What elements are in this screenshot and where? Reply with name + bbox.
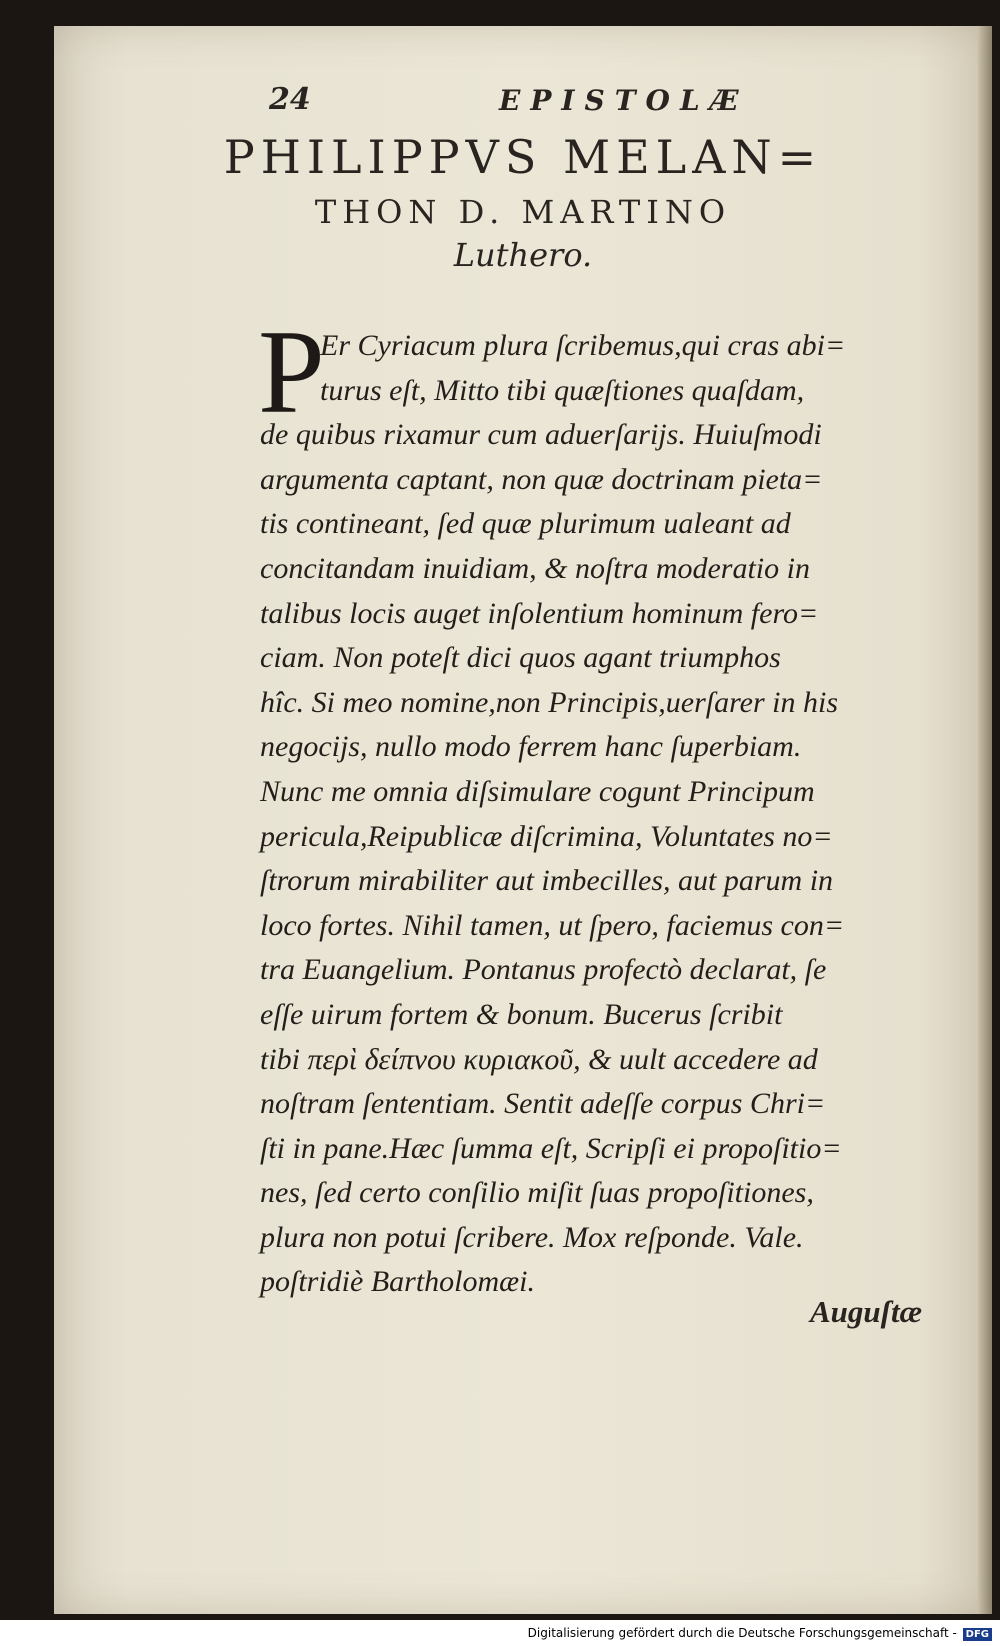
- body-line: hîc. Si meo nomine,non Principis,uerſarer in his: [260, 685, 838, 719]
- page-number: 24: [269, 82, 311, 117]
- body-line: de quibus rixamur cum aduerſarijs. Huiuſmodi: [260, 418, 822, 452]
- letter-title-line-1: PHILIPPVS MELAN=: [223, 130, 823, 184]
- body-line: concitandam inuidiam, & noſtra moderatio in: [260, 551, 810, 585]
- drop-cap: P: [258, 305, 325, 438]
- body-line: pericula,Reipublicæ diſcrimina, Voluntates no=: [260, 819, 833, 853]
- body-line: nes, ſed certo conſilio miſit ſuas propoſitiones,: [260, 1176, 814, 1210]
- body-line: Nunc me omnia diſsimulare cogunt Principum: [260, 774, 815, 808]
- body-line: poſtridiè Bartholomæi.: [260, 1265, 536, 1299]
- dfg-logo: DFG: [963, 1628, 992, 1641]
- catchword: Auguſtæ: [810, 1294, 922, 1329]
- book-page: [54, 26, 992, 1614]
- digitization-credit: [528, 1626, 992, 1641]
- letter-body: [260, 324, 920, 1305]
- running-head: EPISTOLÆ: [499, 84, 749, 117]
- credit-text: Digitalisierung gefördert durch die Deutsche Forschungsgemeinschaft -: [527, 1626, 957, 1640]
- body-line: tra Euangelium. Pontanus profectò declarat, ſe: [260, 953, 827, 987]
- body-line: ciam. Non poteſt dici quos agant triumphos: [260, 641, 781, 675]
- body-line: eſſe uirum fortem & bonum. Bucerus ſcribit: [260, 997, 783, 1031]
- body-line: talibus locis auget inſolentium hominum fero=: [260, 596, 819, 630]
- body-line: tibi περὶ δείπνου κυριακοῦ, & uult accedere ad: [260, 1042, 818, 1076]
- letter-title-line-3: Luthero.: [453, 236, 593, 274]
- body-line: argumenta captant, non quæ doctrinam pieta=: [260, 462, 823, 496]
- body-line: Er Cyriacum plura ſcribemus,qui cras abi=: [320, 329, 846, 362]
- body-line: plura non potui ſcribere. Mox reſponde. Vale.: [260, 1220, 804, 1254]
- body-line: loco fortes. Nihil tamen, ut ſpero, faciemus con=: [260, 908, 845, 942]
- body-line: turus eſt, Mitto tibi quæſtiones quaſdam,: [320, 373, 805, 407]
- body-line: ſti in pane.Hæc ſumma eſt, Scripſi ei propoſitio=: [260, 1131, 842, 1165]
- letter-title-line-2: THON D. MARTINO: [314, 193, 732, 231]
- body-line: ſtrorum mirabiliter aut imbecilles, aut parum in: [260, 864, 834, 898]
- body-line: noſtram ſententiam. Sentit adeſſe corpus Chri=: [260, 1087, 826, 1121]
- body-line: negocijs, nullo modo ferrem hanc ſuperbiam.: [260, 730, 802, 764]
- body-line: tis contineant, ſed quæ plurimum ualeant ad: [260, 507, 791, 541]
